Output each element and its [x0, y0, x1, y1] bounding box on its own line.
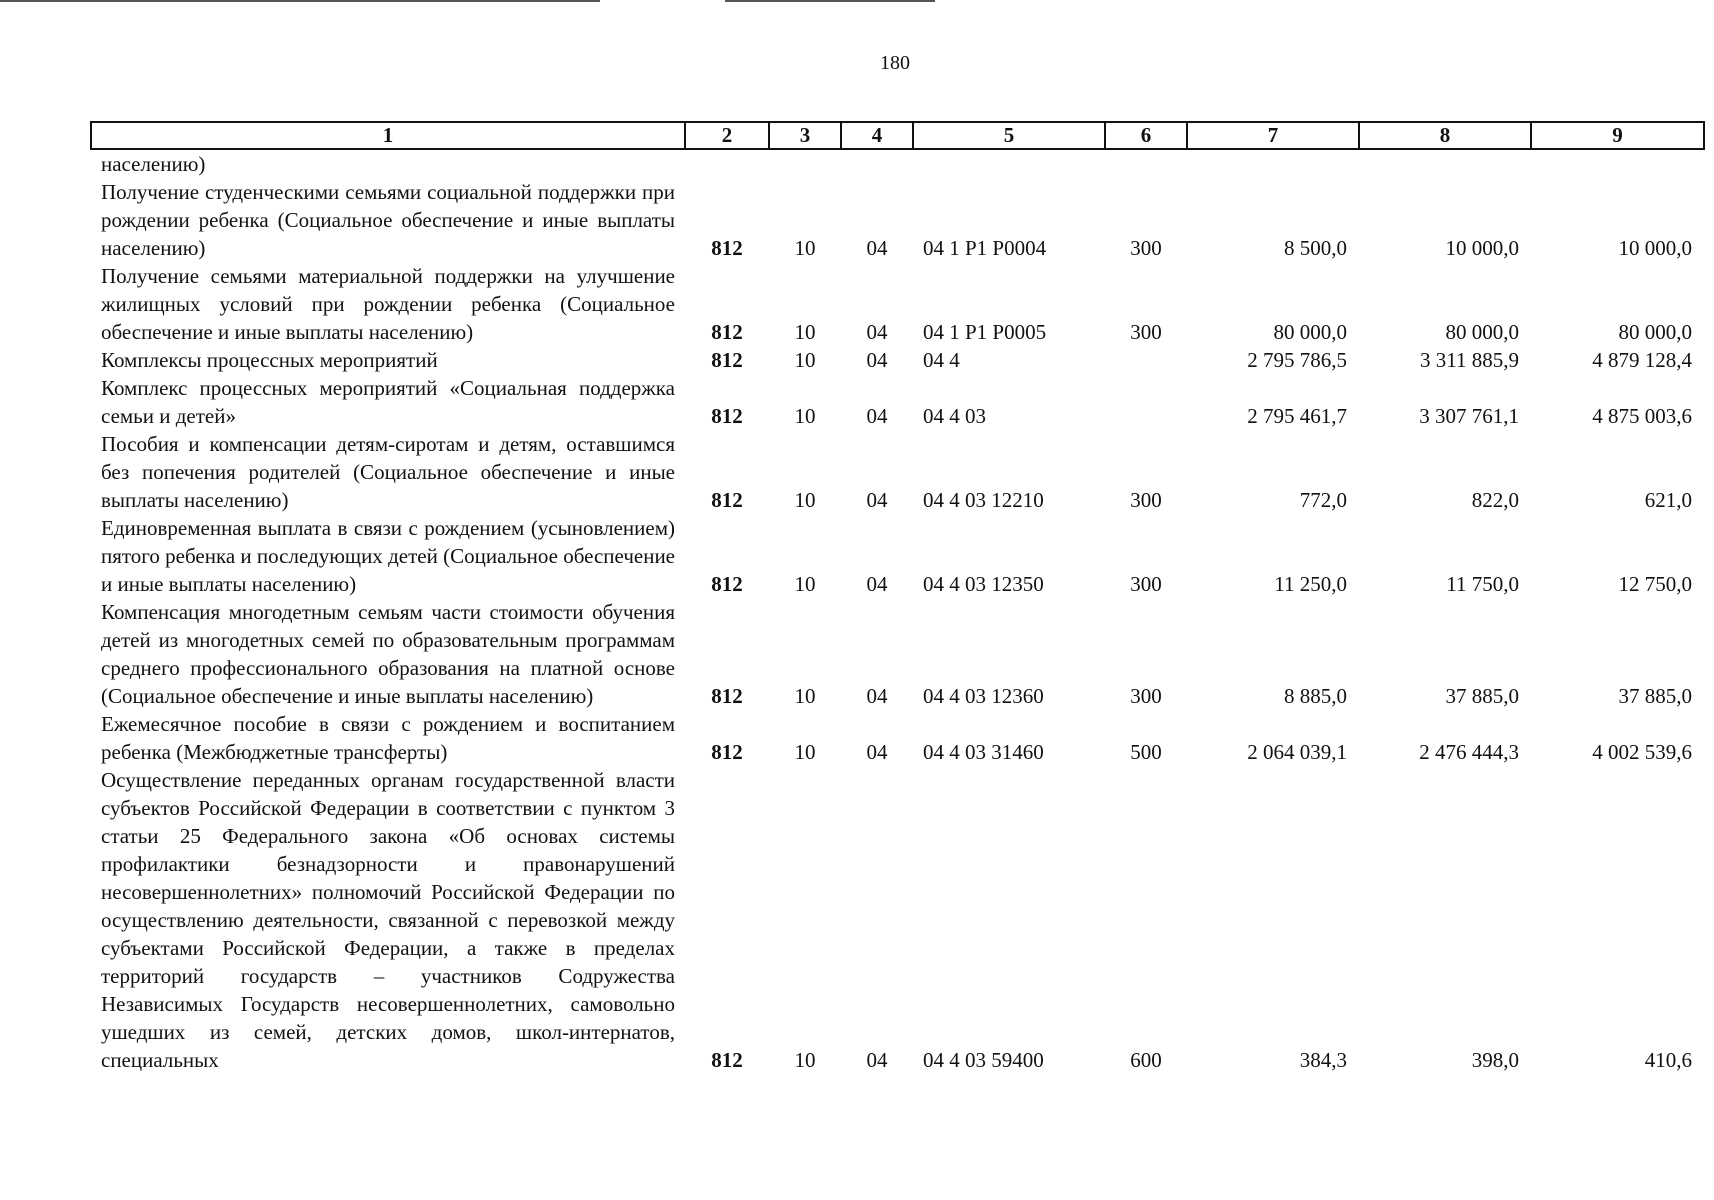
cell-col-9: 12 750,0 — [1618, 572, 1692, 596]
table-row — [91, 514, 1704, 598]
cell-col-5: 04 4 03 12210 — [923, 488, 1044, 512]
cell-col-7: 11 250,0 — [1274, 572, 1347, 596]
cell-col-7 — [1187, 149, 1359, 178]
cell-col-9: 10 000,0 — [1618, 236, 1692, 260]
cell-col-3: 10 — [794, 348, 816, 372]
cell-col-5: 04 4 03 12360 — [923, 684, 1044, 708]
row-description: населению) — [101, 152, 206, 176]
cell-col-6: 600 — [1130, 1048, 1162, 1072]
cell-col-4: 04 — [866, 320, 888, 344]
cell-col-9: 4 002 539,6 — [1592, 740, 1692, 764]
cell-col-9: 621,0 — [1644, 488, 1692, 512]
cell-col-4: 04 — [866, 348, 888, 372]
cell-col-8 — [1359, 149, 1531, 178]
cell-col-2: 812 — [711, 740, 743, 764]
cell-col-9: 37 885,0 — [1618, 684, 1692, 708]
cell-col-7: 2 795 786,5 — [1247, 348, 1347, 372]
cell-col-4: 04 — [866, 236, 888, 260]
cell-col-2 — [685, 149, 769, 178]
cell-col-8: 398,0 — [1471, 1048, 1519, 1072]
cell-col-6: 300 — [1130, 488, 1162, 512]
cell-col-5: 04 4 03 12350 — [923, 572, 1044, 596]
cell-col-5: 04 4 03 59400 — [923, 1048, 1044, 1072]
cell-col-4: 04 — [866, 1048, 888, 1072]
cell-col-2: 812 — [711, 1048, 743, 1072]
column-header-4: 4 — [841, 122, 913, 149]
cell-col-6: 300 — [1130, 684, 1162, 708]
cell-col-4: 04 — [866, 404, 888, 428]
table-row — [91, 710, 1704, 766]
cell-col-5: 04 1 Р1 Р0004 — [923, 236, 1047, 260]
cell-col-3: 10 — [794, 236, 816, 260]
column-header-9: 9 — [1531, 122, 1704, 149]
cell-col-4 — [841, 149, 913, 178]
cell-col-6 — [1105, 374, 1187, 430]
cell-col-3: 10 — [794, 740, 816, 764]
cell-col-3: 10 — [794, 488, 816, 512]
cell-col-3: 10 — [794, 1048, 816, 1072]
table-row — [91, 598, 1704, 710]
cell-col-8: 11 750,0 — [1446, 572, 1519, 596]
cell-col-3 — [769, 149, 841, 178]
cell-col-8: 3 307 761,1 — [1419, 404, 1519, 428]
top-scan-rule-right — [725, 0, 935, 2]
cell-col-6 — [1105, 149, 1187, 178]
cell-col-9: 80 000,0 — [1618, 320, 1692, 344]
cell-col-7: 8 885,0 — [1284, 684, 1347, 708]
top-scan-rule-left — [0, 0, 600, 2]
cell-col-2: 812 — [711, 348, 743, 372]
column-header-3: 3 — [769, 122, 841, 149]
cell-col-9: 4 875 003,6 — [1592, 404, 1692, 428]
cell-col-5 — [913, 149, 1105, 178]
row-description: Получение студенческими семьями социальной поддержки при рождении ребенка (Социальное обеспечение и иные выплаты населению) — [101, 180, 675, 260]
cell-col-6: 300 — [1130, 236, 1162, 260]
column-header-2: 2 — [685, 122, 769, 149]
cell-col-8: 3 311 885,9 — [1420, 348, 1519, 372]
table-row — [91, 374, 1704, 430]
cell-col-5: 04 4 03 — [923, 404, 986, 428]
page-number: 180 — [880, 52, 910, 74]
cell-col-8: 2 476 444,3 — [1419, 740, 1519, 764]
cell-col-4: 04 — [866, 488, 888, 512]
cell-col-5: 04 4 — [923, 348, 960, 372]
cell-col-6: 300 — [1130, 320, 1162, 344]
cell-col-6 — [1105, 346, 1187, 374]
row-description: Компенсация многодетным семьям части стоимости обучения детей из многодетных семей по образовательным программам среднего профессионального образования на платной основе (Социальное обеспечение и иные выплаты населению) — [101, 600, 675, 708]
cell-col-2: 812 — [711, 572, 743, 596]
cell-col-8: 822,0 — [1471, 488, 1519, 512]
cell-col-2: 812 — [711, 404, 743, 428]
row-description: Комплексы процессных мероприятий — [101, 348, 438, 372]
cell-col-2: 812 — [711, 488, 743, 512]
row-description: Комплекс процессных мероприятий «Социальная поддержка семьи и детей» — [101, 376, 675, 428]
table-row — [91, 149, 1704, 178]
column-header-7: 7 — [1187, 122, 1359, 149]
table-row — [91, 346, 1704, 374]
column-header-6: 6 — [1105, 122, 1187, 149]
cell-col-5: 04 4 03 31460 — [923, 740, 1044, 764]
cell-col-6: 300 — [1130, 572, 1162, 596]
column-header-1: 1 — [91, 122, 685, 149]
cell-col-3: 10 — [794, 320, 816, 344]
row-description: Пособия и компенсации детям-сиротам и детям, оставшимся без попечения родителей (Социальное обеспечение и иные выплаты населению) — [101, 432, 675, 512]
cell-col-8: 10 000,0 — [1445, 236, 1519, 260]
cell-col-7: 384,3 — [1299, 1048, 1347, 1072]
row-description: Осуществление переданных органам государственной власти субъектов Российской Федерации в соответствии с пунктом 3 статьи 25 Федерального закона «Об основах системы профилактики безнадзорности и правонарушений несовершеннолетних» полномочий Российской Федерации по осуществлению деятельности, связанной с перевозкой между субъектами Российской Федерации, а также в пределах территорий государств – участников Содружества Независимых Государств несовершеннолетних, самовольно ушедших из семей, детских домов, школ-интернатов, специальных — [101, 768, 675, 1072]
cell-col-3: 10 — [794, 684, 816, 708]
row-description: Единовременная выплата в связи с рождением (усыновлением) пятого ребенка и последующих детей (Социальное обеспечение и иные выплаты населению) — [101, 516, 675, 596]
cell-col-2: 812 — [711, 236, 743, 260]
cell-col-4: 04 — [866, 572, 888, 596]
column-header-5: 5 — [913, 122, 1105, 149]
cell-col-7: 2 064 039,1 — [1247, 740, 1347, 764]
row-description: Ежемесячное пособие в связи с рождением и воспитанием ребенка (Межбюджетные трансферты) — [101, 712, 675, 764]
cell-col-2: 812 — [711, 684, 743, 708]
cell-col-9 — [1531, 149, 1704, 178]
cell-col-7: 8 500,0 — [1284, 236, 1347, 260]
column-header-8: 8 — [1359, 122, 1531, 149]
cell-col-9: 410,6 — [1644, 1048, 1692, 1072]
cell-col-7: 2 795 461,7 — [1247, 404, 1347, 428]
cell-col-9: 4 879 128,4 — [1592, 348, 1692, 372]
cell-col-5: 04 1 Р1 Р0005 — [923, 320, 1047, 344]
cell-col-7: 772,0 — [1299, 488, 1347, 512]
cell-col-3: 10 — [794, 572, 816, 596]
table-header-row — [91, 122, 1704, 149]
table-row — [91, 430, 1704, 514]
cell-col-2: 812 — [711, 320, 743, 344]
budget-table — [90, 121, 1705, 1074]
cell-col-8: 37 885,0 — [1445, 684, 1519, 708]
cell-col-4: 04 — [866, 740, 888, 764]
table-row — [91, 178, 1704, 262]
table-row — [91, 262, 1704, 346]
cell-col-8: 80 000,0 — [1445, 320, 1519, 344]
cell-col-4: 04 — [866, 684, 888, 708]
cell-col-6: 500 — [1130, 740, 1162, 764]
cell-col-7: 80 000,0 — [1273, 320, 1347, 344]
cell-col-3: 10 — [794, 404, 816, 428]
row-description: Получение семьями материальной поддержки на улучшение жилищных условий при рождении ребенка (Социальное обеспечение и иные выплаты населению) — [101, 264, 675, 344]
table-row — [91, 766, 1704, 1074]
